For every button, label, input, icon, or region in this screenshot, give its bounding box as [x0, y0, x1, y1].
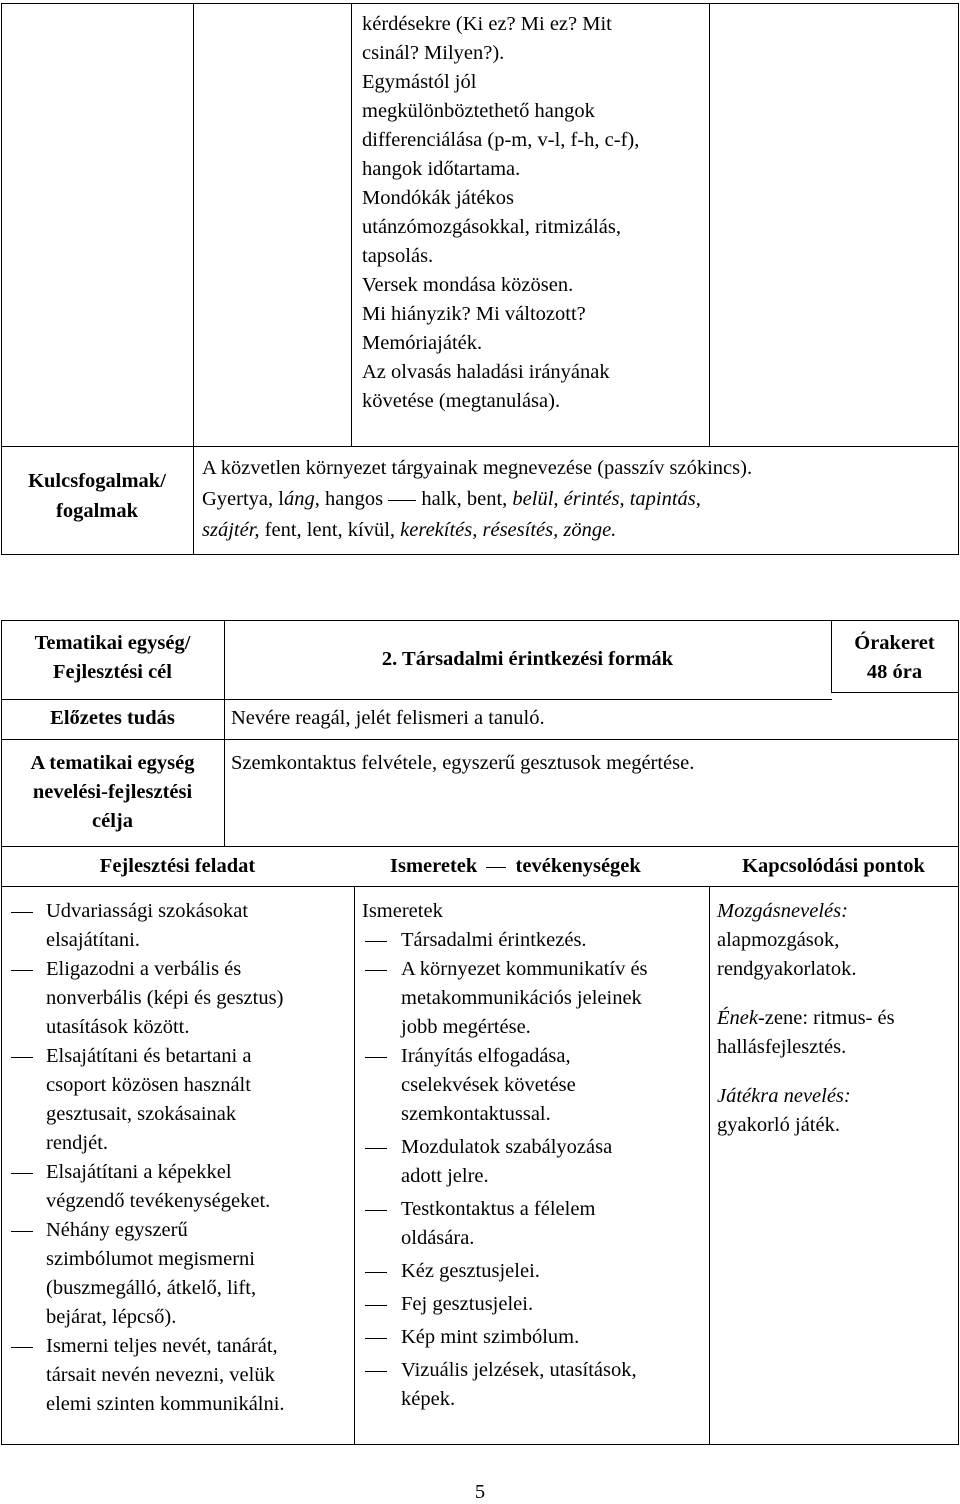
kulcsfogalmak-label: Kulcsfogalmak/ fogalmak [28, 470, 166, 522]
links-list: Mozgásnevelés: alapmozgások, rendgyakorlatok. Ének-zene: ritmus- és hallásfejlesztés. Játékra nevelés: gyakorló játék. [717, 897, 895, 1140]
activity-list [362, 10, 639, 416]
knowledge-item: Vizuális jelzések, utasítások, [361, 1356, 648, 1385]
task-item: Eligazodni a verbális és [1, 955, 285, 984]
link-subject: Ének-zene: ritmus- és [717, 1007, 895, 1029]
hours-value: 48 óra [866, 661, 923, 683]
kulcs-line-1: A közvetlen környezet tárgyainak megnevezése (passzív szókincs). [202, 457, 753, 479]
task-list: Udvariassági szokásokat elsajátítani. Eligazodni a verbális és nonverbális (képi és gesztus) utasítások között. Elsajátítani és betartani a csoport közösen használt gesztusait, szokásainak rendjét. Elsajátítani a képekkel végzendő tevékenységeket. Néhány egyszerű szimbólumot megismerni (buszmegálló, átkelő, lift, bejárat, lépcső). Ismerni teljes nevét, tanárát, társait nevén nevezni, velük elemi szinten kommunikálni. [1, 897, 285, 1419]
knowledge-item: Fej gesztusjelei. [361, 1290, 648, 1319]
knowledge-item: Irányítás elfogadása, [361, 1042, 648, 1071]
activity-line: megkülönböztethető hangok [362, 100, 595, 122]
knowledge-item: Kép mint szimbólum. [361, 1323, 648, 1352]
goal-label: A tematikai egység nevelési-fejlesztési célja [30, 752, 195, 832]
activity-line: hangok időtartama. [362, 158, 521, 180]
goal-value: Szemkontaktus felvétele, egyszerű gesztusok megértése. [231, 752, 695, 774]
task-item: Udvariassági szokásokat [1, 897, 285, 926]
activity-line: differenciálása (p-m, v-l, f-h, c-f), [362, 129, 640, 151]
task-item: Néhány egyszerű [1, 1216, 285, 1245]
task-item: Elsajátítani és betartani a [1, 1042, 285, 1071]
kulcs-line-3: szájtér, fent, lent, kívül, kerekítés, résesítés, zönge. [202, 519, 617, 541]
task-item: Ismerni teljes nevét, tanárát, [1, 1332, 285, 1361]
knowledge-item: Mozdulatok szabályozása [361, 1133, 648, 1162]
link-subject: Mozgásnevelés: [717, 900, 848, 922]
knowledge-heading: Ismeretek [362, 900, 443, 922]
activity-line: Mi hiányzik? Mi változott? [362, 303, 586, 325]
col-header-task: Fejlesztési feladat [99, 855, 256, 877]
tematikai-egyseg-label: Tematikai egység/ Fejlesztési cél [34, 632, 191, 683]
prior-knowledge-value: Nevére reagál, jelét felismeri a tanuló. [231, 707, 545, 729]
activity-line: Egymástól jól [362, 71, 477, 93]
link-subject: Játékra nevelés: [717, 1085, 851, 1107]
page-number: 5 [474, 1481, 486, 1503]
task-item: Elsajátítani a képekkel [1, 1158, 285, 1187]
activity-line: Versek mondása közösen. [362, 274, 574, 296]
activity-line: Az olvasás haladási irányának [362, 361, 610, 383]
activity-line: csinál? Milyen?). [362, 42, 505, 64]
knowledge-list: Ismeretek Társadalmi érintkezés. A környezet kommunikatív és metakommunikációs jeleinek jobb megértése. Irányítás elfogadása, cselekvések követése szemkontaktussal. Mozdulatok szabályozása adott jelre. Testkontaktus a félelem oldására. Kéz gesztusjelei. Fej gesztusjelei. Kép mint szimbólum. Vizuális jelzések, utasítások, képek. [361, 897, 648, 1414]
activity-line: Mondókák játékos [362, 187, 515, 209]
col-header-links: Kapcsolódási pontok [742, 855, 925, 877]
knowledge-item: Társadalmi érintkezés. [361, 926, 648, 955]
activity-line: kérdésekre (Ki ez? Mi ez? Mit [362, 13, 612, 35]
kulcsfogalmak-text [202, 453, 752, 546]
col-header-knowledge: Ismeretek tevékenységek [390, 855, 641, 877]
unit-title: 2. Társadalmi érintkezési formák [381, 648, 674, 670]
activity-line: Memóriajáték. [362, 332, 483, 354]
knowledge-item: Testkontaktus a félelem [361, 1195, 648, 1224]
activity-line: tapsolás. [362, 245, 434, 267]
knowledge-item: A környezet kommunikatív és [361, 955, 648, 984]
knowledge-item: Kéz gesztusjelei. [361, 1257, 648, 1286]
prior-knowledge-label: Előzetes tudás [50, 707, 175, 729]
hours-box [831, 629, 958, 687]
hours-label: Órakeret [854, 632, 935, 654]
activity-line: követése (megtanulása). [362, 390, 561, 412]
kulcs-line-2: Gyertya, láng, hangos halk, bent, belül, érintés, tapintás, [202, 488, 701, 510]
activity-line: utánzómozgásokkal, ritmizálás, [362, 216, 622, 238]
